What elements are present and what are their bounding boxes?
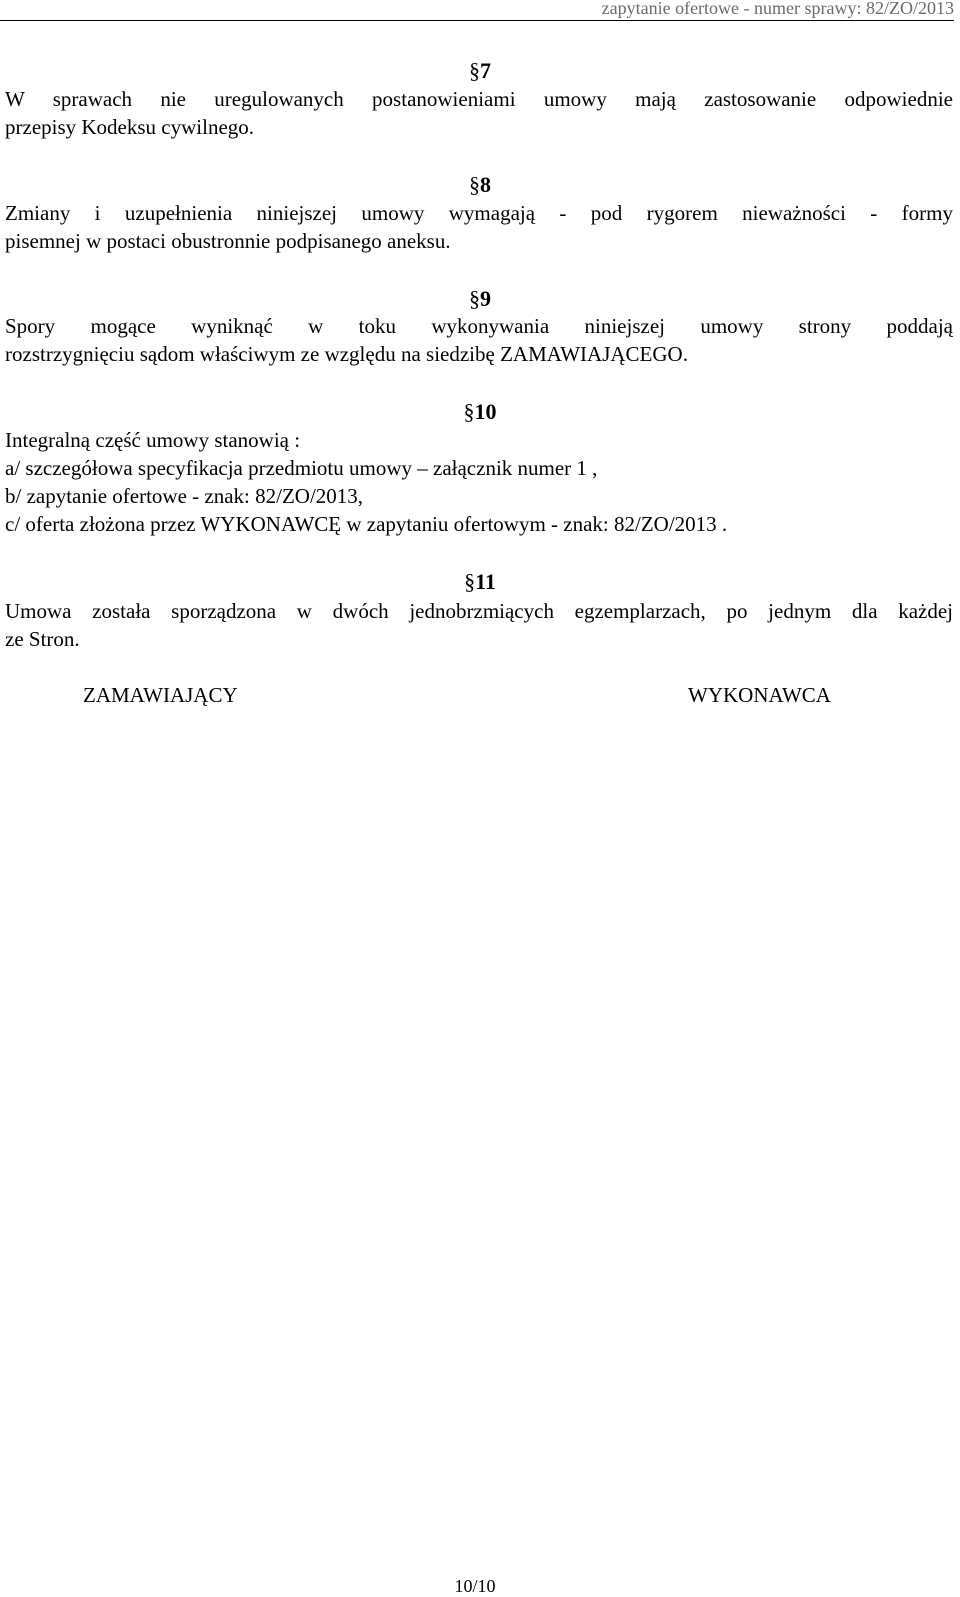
page-header: [0, 0, 954, 21]
section-symbol: §: [464, 569, 476, 594]
section-10-line-3: b/ zapytanie ofertowe - znak: 82/ZO/2013,: [5, 484, 364, 508]
section-9-body: [5, 312, 953, 368]
section-number: 10: [474, 399, 497, 424]
section-number: 11: [475, 569, 496, 594]
page-footer: [0, 1576, 960, 1596]
section-7-body: [5, 85, 953, 141]
signature-employer: ZAMAWIAJĄCY: [83, 683, 238, 707]
section-10-body: [5, 426, 953, 538]
section-9-line-1: Spory mogące wyniknąć w toku wykonywania niniejszej umowy strony poddają: [5, 314, 953, 338]
section-symbol: §: [463, 399, 475, 424]
section-10-line-2: a/ szczegółowa specyfikacja przedmiotu umowy – załącznik numer 1 ,: [5, 456, 598, 480]
section-8-line-1: Zmiany i uzupełnienia niniejszej umowy wymagają - pod rygorem nieważności - formy: [5, 201, 953, 225]
section-10-line-1: Integralną część umowy stanowią :: [5, 428, 301, 452]
page-number: 10/10: [454, 1576, 496, 1596]
section-11-body: [5, 597, 953, 653]
signature-contractor: WYKONAWCA: [688, 683, 831, 707]
section-8-body: [5, 199, 953, 255]
section-9-line-2: rozstrzygnięciu sądom właściwym ze względu na siedzibę ZAMAWIAJĄCEGO.: [5, 342, 688, 366]
section-8-line-2: pisemnej w postaci obustronnie podpisanego aneksu.: [5, 229, 451, 253]
section-9-heading: [0, 285, 960, 313]
header-case-number: zapytanie ofertowe - numer sprawy: 82/ZO/2013: [601, 0, 954, 18]
section-7-line-1: W sprawach nie uregulowanych postanowieniami umowy mają zastosowanie odpowiednie: [5, 87, 953, 111]
section-symbol: §: [469, 172, 480, 197]
section-number: 8: [480, 172, 491, 197]
section-11-line-2: ze Stron.: [5, 627, 80, 651]
section-7-line-2: przepisy Kodeksu cywilnego.: [5, 115, 255, 139]
section-symbol: §: [469, 286, 480, 311]
section-number: 7: [480, 58, 491, 83]
section-10-heading: [0, 398, 960, 426]
section-8-heading: [0, 171, 960, 199]
section-number: 9: [480, 286, 491, 311]
section-10-line-4: c/ oferta złożona przez WYKONAWCĘ w zapytaniu ofertowym - znak: 82/ZO/2013 .: [5, 512, 728, 536]
section-11-line-1: Umowa została sporządzona w dwóch jednobrzmiących egzemplarzach, po jednym dla każdej: [5, 599, 953, 623]
section-symbol: §: [469, 58, 480, 83]
section-7-heading: [0, 57, 960, 85]
section-11-heading: [0, 568, 960, 596]
